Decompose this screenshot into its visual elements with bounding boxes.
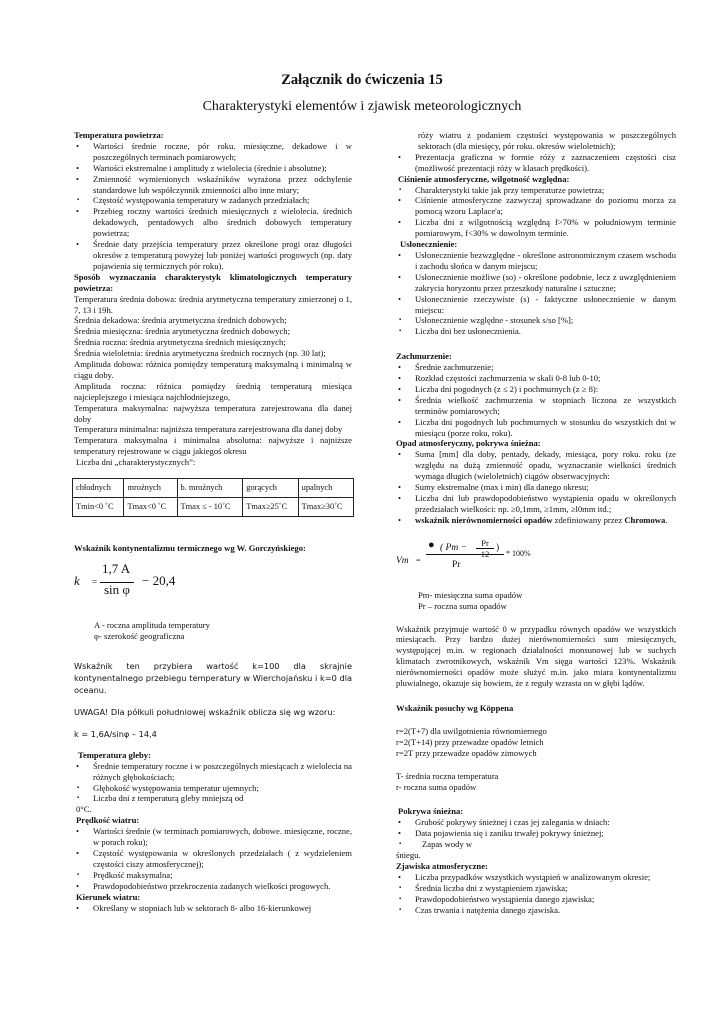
- list-item: • Wartości ekstremalne i amplitudy z wielolecia (średnie i absolutne);: [74, 163, 352, 174]
- list-item: ▪ Liczba dni bez usłonecznienia.: [396, 326, 676, 337]
- table-row: [73, 498, 354, 517]
- southern-hemisphere-formula: k = 1,6A/sinφ – 14,4: [74, 728, 157, 739]
- wind-speed-list: [74, 826, 352, 891]
- list-item: ▪ Usłonecznienie względne - stosunek s/so [%];: [396, 315, 676, 326]
- chromow-description: Wskaźnik przyjmuje wartość 0 w przypadku równych opadów we wszystkich miesiącach. Przy bardzo dużej nierównomierności sum miesięcznych, występującej m.in. w regionach działalności monsunowej lub w suchych klimatach zwrotnikowych, wskaźnik Vm sięga wartości 123%. Wskaźnik nierównomierności opadów może służyć m.in. jako miara kontynentalizmu pluwialnego, okazuje się bowiem, że z reguły wzrasta on w głębi lądów.: [396, 623, 676, 689]
- wind-rose-list: [396, 152, 676, 174]
- method-line: Temperatura średnia dobowa: średnia arytmetyczna temperatury zmierzonej o 1, 7, 13 i 19h.: [74, 293, 352, 315]
- method-line: Temperatura minimalna: najniższa temperatura zarejestrowana dla danej doby: [74, 424, 343, 435]
- list-item: • Suma [mm] dla doby, pentady, dekady, miesiąca, pory roku. roku (ze względu na dużą zmienność opadu, wyznaczanie wielkości średnich wymaga długich (wieloletnich) ciągów obserwacyjnych:: [396, 449, 676, 482]
- method-line: Średnia miesięczna: średnia arytmetyczna średnich dobowych;: [74, 326, 290, 337]
- phenomena-heading: Zjawiska atmosferyczne:: [396, 860, 488, 871]
- koppen-heading: Wskaźnik posuchy wg Köppena: [396, 702, 514, 713]
- list-item: • Ciśnienie atmosferyczne zazwyczaj sprowadzane do poziomu morza za pomocą wzoru Laplace'a;: [396, 195, 676, 217]
- formula-equals: =: [92, 577, 98, 587]
- list-item: ▪ Prędkość maksymalna;: [74, 870, 352, 881]
- right-column: [396, 130, 676, 915]
- snow-cover-list: [396, 817, 676, 850]
- table-header-cell: b. mroźnych: [177, 479, 243, 498]
- list-item: • Grubość pokrywy śnieżnej i czas jej zalegania w dniach:: [396, 817, 676, 828]
- chromow-index-name: wskaźnik nierównomierności opadów: [415, 514, 553, 525]
- list-item: ▪ Charakterystyki takie jak przy temperaturze powietrza;: [396, 185, 676, 196]
- list-item: ▪ Liczba dni z temperaturą gleby mniejszą od: [74, 793, 352, 804]
- cloudiness-heading: Zachmurzenie:: [396, 351, 452, 362]
- sunshine-heading: Usłonecznienie:: [400, 239, 458, 250]
- list-item: • Średnie temperatury roczne i w poszczególnych miesiącach z wielolecia na różnych głębokościach;: [74, 761, 352, 783]
- table-header-cell: gorących: [243, 479, 298, 498]
- gorczynski-heading: Wskaźnik kontynentalizmu termicznego wg W. Gorczyńskiego:: [74, 543, 306, 554]
- list-item: • Liczba dni pogodnych lub pochmurnych w stosunku do wszystkich dni w miesiącu (porze roku, roku).: [396, 417, 676, 439]
- method-line: Średnia roczna: średnia arytmetyczna średnich miesięcznych;: [74, 337, 286, 348]
- list-item: [396, 515, 676, 526]
- table-header-cell: upalnych: [298, 479, 353, 498]
- list-item: ▪ Prawdopodobieństwo wystąpienia danego zjawiska;: [396, 894, 676, 905]
- list-item: • Średnia wielkość zachmurzenia w stopniach liczona ze wszystkich terminów pomiarowych;: [396, 395, 676, 417]
- list-item: ▪ Średnia liczba dni z wystąpieniem zjawiska;: [396, 883, 676, 894]
- formula-equals: =: [416, 555, 421, 565]
- method-line: Średnia wieloletnia: średnia arytmetyczna średnich rocznych (np. 30 lat);: [74, 348, 326, 359]
- list-item: • Częstość występowania w określonych przedziałach ( z wydzieleniem częstości ciszy atmosferycznej);: [74, 848, 352, 870]
- koppen-line: r=2T przy przewadze opadów zimowych: [396, 747, 537, 758]
- table-header-row: [73, 479, 354, 498]
- wind-direction-heading: Kierunek wiatru:: [76, 891, 141, 902]
- characteristic-days-table: [72, 478, 354, 517]
- table-header-cell: chłodnych: [73, 479, 124, 498]
- list-item: ▪ Czas trwania i natężenia danego zjawiska.: [396, 905, 676, 916]
- koppen-legend: T- średnia roczna temperatura: [396, 770, 499, 781]
- formula-numerator: 1,7 A: [102, 561, 131, 576]
- snow-tail: śniegu.: [396, 850, 421, 861]
- wind-rose-continuation: róży wiatru z podaniem częstości występowania w poszczególnych sektorach (dla miesięcy, pór roku. okresów wieloletnich);: [418, 130, 676, 151]
- left-column: [74, 130, 352, 913]
- gorczynski-formula: [74, 561, 352, 610]
- soil-tail: 0°C.: [76, 804, 92, 815]
- precipitation-heading: Opad atmosferyczny, pokrywa śnieżna:: [396, 438, 541, 449]
- table-cell: Tmax≥25˚C: [243, 498, 298, 517]
- temperature-list: [74, 141, 352, 272]
- list-item: • Liczba dni lub prawdopodobieństwo wystąpienia opadu w określonych przedziałach wielkości: np. ≥0,1mm, ≥1mm, ≥l0mm itd.;: [396, 493, 676, 515]
- formula-denominator: sin φ: [104, 582, 130, 597]
- list-item: • Liczba przypadków wszystkich wystąpień w analizowanym okresie;: [396, 872, 676, 883]
- formula-constant: − 20,4: [142, 573, 176, 588]
- characteristic-days-label: Liczba dni „charakterystycznych”:: [76, 457, 196, 468]
- list-item: • Usłonecznienie możliwe (so) - określone podobnie, lecz z uwzględnieniem zakrycia horyzontu przez przeszkody naturalne i sztuczne;: [396, 272, 676, 294]
- formula-lhs: Vm: [396, 555, 409, 566]
- table-cell: Tmax ≤ - 10˚C: [177, 498, 243, 517]
- formula-lhs: k: [74, 573, 80, 588]
- formula-legend: A - roczna amplituda temperatury: [94, 620, 210, 630]
- chromow-end: .: [665, 514, 668, 525]
- southern-hemisphere-note: UWAGA! Dla półkuli południowej wskaźnik oblicza się wg wzoru:: [74, 706, 336, 717]
- page-subtitle: Charakterystyki elementów i zjawisk meteorologicznych: [202, 99, 522, 114]
- list-item: • Rozkład częstości zachmurzenia w skali 0-8 lub 0-10;: [396, 373, 676, 384]
- soil-temperature-list: [74, 761, 352, 805]
- koppen-legend: r- roczna suma opadów: [396, 781, 477, 792]
- chromow-author: Chromowa: [624, 514, 666, 525]
- list-item: • Średnie zachmurzenie;: [396, 362, 676, 373]
- list-item: • Wartości średnie (w terminach pomiarowych, dobowe. miesięczne, roczne, w porach roku);: [74, 826, 352, 848]
- list-item: • Liczba dni pogodnych (z ≤ 2) i pochmurnych (z ≥ 8):: [396, 384, 676, 395]
- list-item: • Prezentacja graficzna w formie róży z zaznaczeniem częstości cisz (możliwość prezentacji róży w klasach prędkości).: [396, 152, 676, 174]
- list-item: • Sumy ekstremalne (max i min) dla danego okresu;: [396, 482, 676, 493]
- pressure-humidity-list: [396, 185, 676, 240]
- formula-denominator: Pr: [452, 559, 461, 570]
- list-item: • Przebieg roczny wartości średnich miesięcznych z wielolecia. średnich dekadowych, pentadowych albo średnich dobowych temperatury powietrza;: [74, 206, 352, 239]
- formula-legend: Pr – roczna suma opadów: [418, 600, 507, 611]
- formula-numerator: ( Pm −: [440, 542, 467, 553]
- phenomena-list: [396, 872, 676, 916]
- soil-temperature-heading: Temperatura gleby:: [78, 749, 151, 760]
- list-item: • Data pojawienia się i zaniku trwałej pokrywy śnieżnej;: [396, 828, 676, 839]
- list-item: • Liczba dni z wilgotnością względną f>70% w południowym terminie pomiarowym, f<30% w dowolnym terminie.: [396, 217, 676, 239]
- page-title: Załącznik do ćwiczenia 15: [281, 72, 443, 88]
- wind-direction-list: [74, 903, 352, 914]
- list-item: • Prawdopodobieństwo przekroczenia zadanych wielkości progowych.: [74, 881, 352, 892]
- table-cell: Tmax≥30˚C: [298, 498, 353, 517]
- pressure-humidity-heading: Ciśnienie atmosferyczne, wilgotność względna:: [398, 173, 570, 184]
- formula-percent: * 100%: [506, 548, 531, 558]
- table-cell: Tmax<0 ˚C: [124, 498, 177, 517]
- table-header-cell: mroźnych: [124, 479, 177, 498]
- list-item: • Usłonecznienie bezwzględne - określone astronomicznym czasem wschodu i zachodu słońca w danym miejscu;: [396, 250, 676, 272]
- sunshine-list: [396, 250, 676, 337]
- precipitation-list: [396, 449, 676, 525]
- formula-close-paren: ): [496, 542, 500, 553]
- list-item: ▪ Zapas wody w: [396, 839, 676, 850]
- method-line: Amplituda roczna: różnica pomiędzy średnią temperaturą miesiąca najcieplejszego i miesiąca najchłodniejszego,: [74, 380, 352, 402]
- method-line: Amplituda dobowa: różnica pomiędzy temperaturą maksymalną i minimalną w ciągu doby.: [74, 359, 352, 380]
- k-description: Wskaźnik ten przybiera wartość k=100 dla skrajnie kontynentalnego przebiegu temperatury w Wierchojańsku i k=0 dla oceanu.: [74, 660, 352, 695]
- method-line: Temperatura maksymalna: najwyższa temperatura zarejestrowana dla danej doby: [74, 402, 352, 424]
- formula-bullet: ●: [428, 538, 435, 551]
- fraction-bar: [426, 554, 504, 555]
- temperature-heading: Temperatura powietrza:: [74, 130, 164, 140]
- list-item: ▪ Głębokość występowania temperatur ujemnych;: [74, 783, 352, 794]
- formula-legend: φ- szerokość geograficzna: [94, 630, 185, 641]
- chromow-formula: [396, 538, 676, 584]
- list-item: • Usłonecznienie rzeczywiste (s) - faktyczne usłonecznienie w danym miejscu:: [396, 294, 676, 316]
- list-item: ▪ Częstość występowania temperatury w zadanych przedziałach;: [74, 195, 352, 206]
- chromow-defined-by: zdefiniowany przez: [552, 514, 625, 525]
- list-item: • Określany w stopniach lub w sektorach 8- albo 16-kierunkowej: [74, 903, 352, 914]
- cloudiness-list: [396, 362, 676, 438]
- koppen-line: r=2(T+7) dla uwilgotnienia równomiernego: [396, 725, 547, 736]
- inner-denominator: 12: [476, 548, 494, 559]
- list-item: • Zmienność wymienionych wskaźników wyrażona przez odchylenie standardowe lub współczynnik zmienności albo inne miary;: [74, 174, 352, 196]
- wind-speed-heading: Prędkość wiatru:: [76, 815, 140, 826]
- method-line: Temperatura maksymalna i minimalna absolutna: najwyższe i najniższe temperatury rejestrowane w ciągu jakiegoś okresu: [74, 435, 352, 457]
- inner-numerator: Pr: [481, 537, 489, 548]
- formula-legend: Pm- miesięczna suma opadów: [418, 589, 523, 600]
- koppen-line: r=2(T+14) przy przewadze opadów letnich: [396, 736, 544, 747]
- list-item: • Średnie daty przejścia temperatury przez określone progi oraz długości okresów z temperaturą powyżej lub poniżej wartości progowych (np. daty pojawienia się termicznych pór roku).: [74, 239, 352, 272]
- table-cell: Tmin<0 ˚C: [73, 498, 124, 517]
- method-line: Średnia dekadowa: średnia arytmetyczna średnich dobowych;: [74, 315, 287, 326]
- method-heading: Sposób wyznaczania charakterystyk klimatologicznych temperatury powietrza:: [74, 271, 352, 293]
- snow-cover-heading: Pokrywa śnieżna:: [398, 806, 464, 817]
- list-item: • Wartości średnie roczne, pór roku. miesięczne, dekadowe i w poszczególnych terminach pomiarowych;: [74, 141, 352, 163]
- formula-inner-fraction: [476, 538, 494, 559]
